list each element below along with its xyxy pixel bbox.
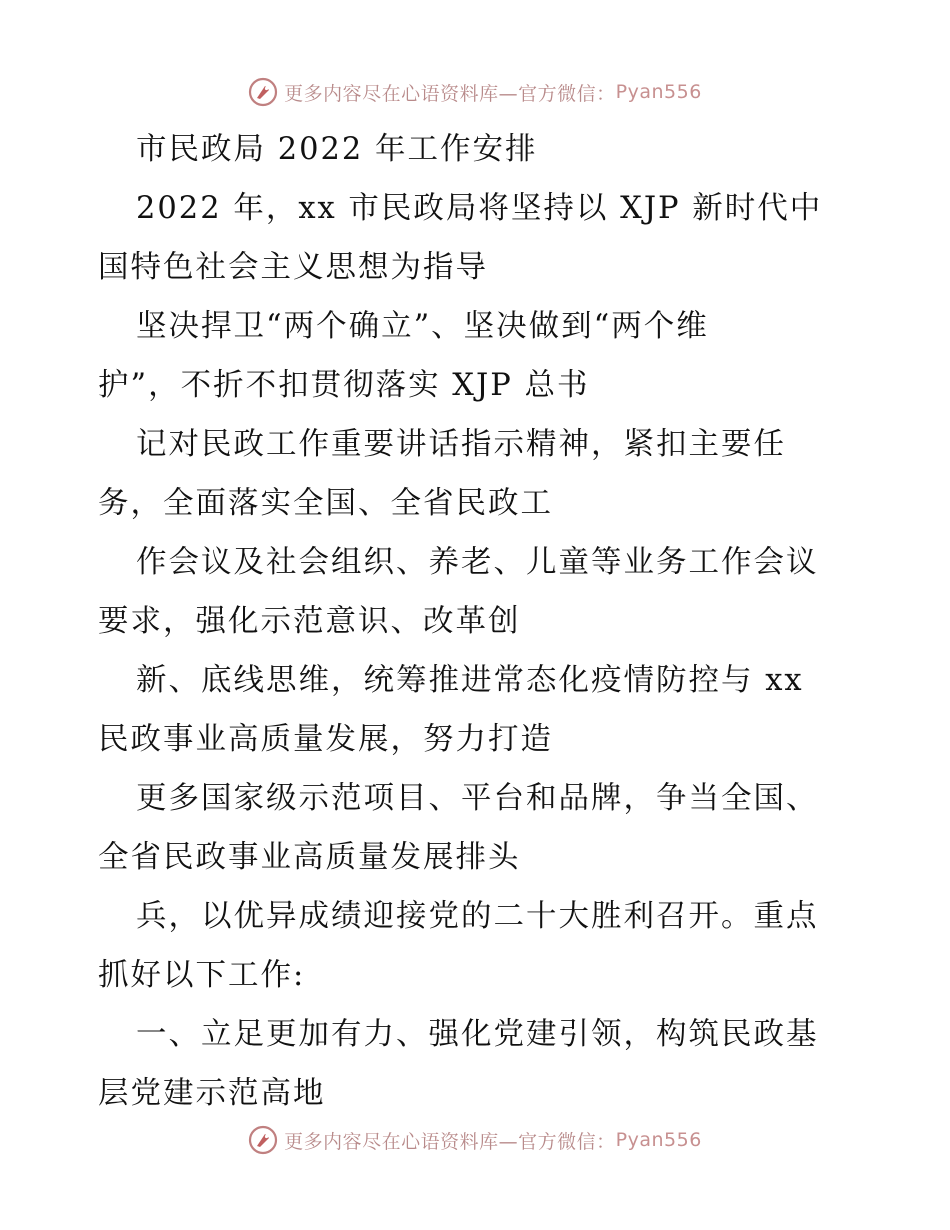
text-line: 护”，不折不扣贯彻落实 XJP 总书	[98, 368, 590, 403]
watermark-text: 更多内容尽在心语资料库—官方微信：	[284, 1130, 616, 1153]
text-line: 务，全面落实全国、全省民政工	[98, 486, 553, 521]
text-line: 抓好以下工作:	[98, 958, 306, 993]
watermark-handle: Pyan556	[615, 81, 702, 103]
text-line: 作会议及社会组织、养老、儿童等业务工作会议	[136, 545, 819, 580]
section-heading-1	[98, 1005, 868, 1123]
pen-nib-logo-icon	[248, 1125, 278, 1155]
document-title: 市民政局 2022 年工作安排	[136, 132, 538, 167]
text-line: 国特色社会主义思想为指导	[98, 250, 488, 285]
paragraph-3	[98, 415, 868, 533]
paragraph-4	[98, 533, 868, 651]
text-line: 记对民政工作重要讲话指示精神，紧扣主要任	[136, 427, 786, 462]
text-line: 一、立足更加有力、强化党建引领，构筑民政基	[136, 1017, 819, 1052]
watermark-text: 更多内容尽在心语资料库—官方微信：	[284, 82, 616, 105]
text-line: 2022 年，xx 市民政局将坚持以 XJP 新时代中	[136, 191, 823, 226]
text-line: 更多国家级示范项目、平台和品牌，争当全国、	[136, 781, 819, 816]
text-line: 要求，强化示范意识、改革创	[98, 604, 521, 639]
watermark-footer	[0, 1120, 950, 1160]
text-line: 兵，以优异成绩迎接党的二十大胜利召开。重点	[136, 899, 819, 934]
paragraph-2	[98, 297, 868, 415]
watermark-header	[0, 72, 950, 112]
document-title-paragraph	[98, 120, 868, 179]
document-body	[98, 120, 868, 1123]
text-line: 民政事业高质量发展，努力打造	[98, 722, 553, 757]
paragraph-intro	[98, 179, 868, 297]
text-line: 坚决捍卫“两个确立”、坚决做到“两个维	[136, 309, 709, 344]
paragraph-7	[98, 887, 868, 1005]
text-line: 新、底线思维，统筹推进常态化疫情防控与 xx	[136, 663, 804, 698]
text-line: 层党建示范高地	[98, 1076, 326, 1111]
paragraph-5	[98, 651, 868, 769]
pen-nib-logo-icon	[248, 77, 278, 107]
watermark-handle: Pyan556	[615, 1129, 702, 1151]
text-line: 全省民政事业高质量发展排头	[98, 840, 521, 875]
paragraph-6	[98, 769, 868, 887]
